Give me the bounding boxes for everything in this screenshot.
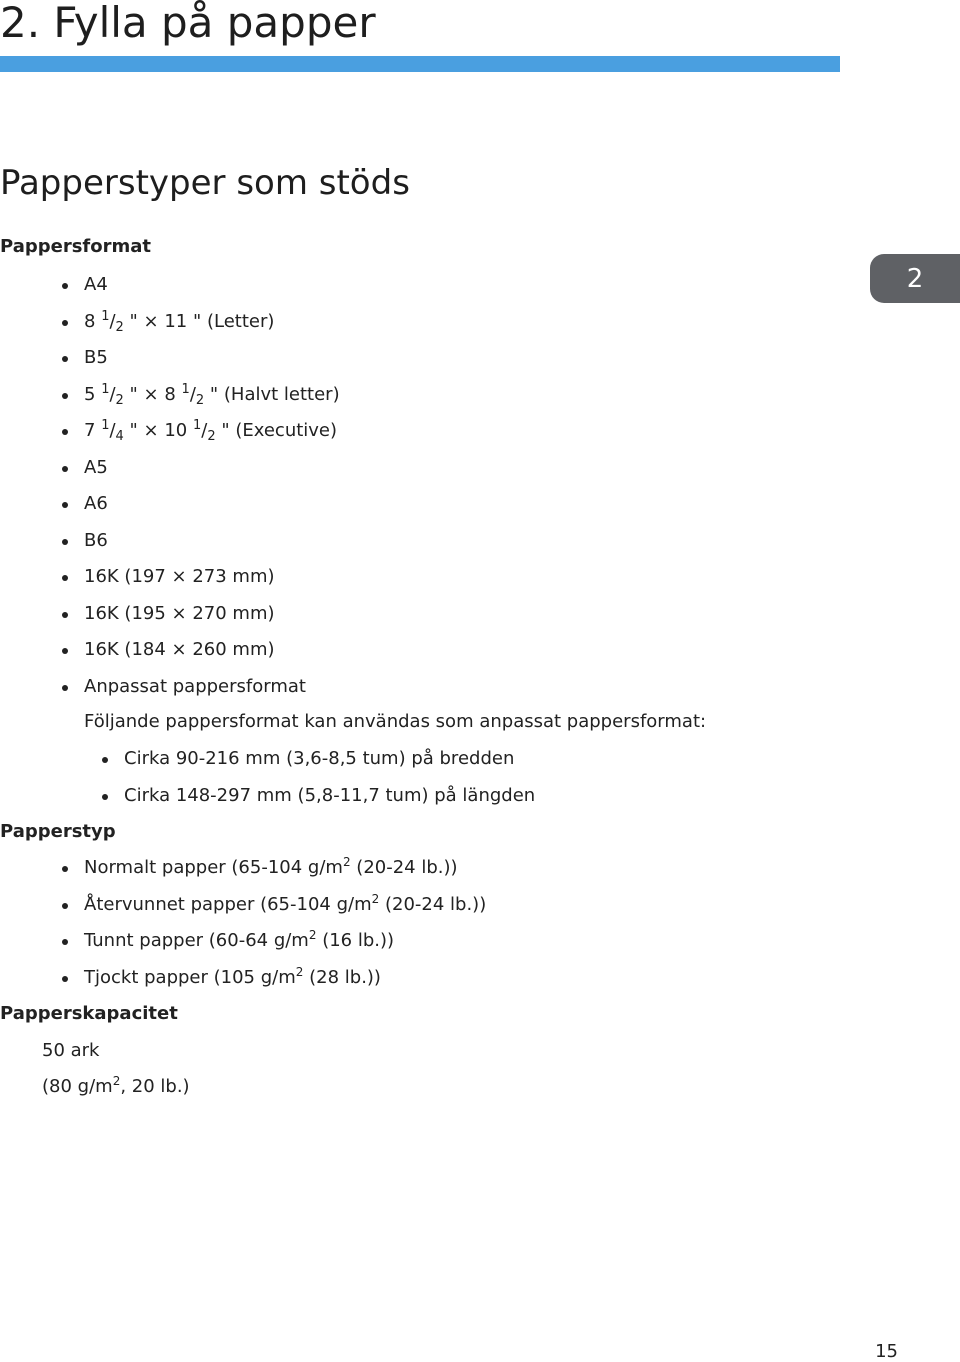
custom-size-item: Cirka 90-216 mm (3,6-8,5 tum) på bredden bbox=[124, 748, 515, 769]
bullet-icon bbox=[62, 612, 68, 618]
paper-type-item: Återvunnet papper (65-104 $g/m^2$ (20-24 lb.)) bbox=[84, 891, 487, 915]
paper-size-item: A6 bbox=[84, 493, 108, 514]
bullet-icon bbox=[62, 283, 68, 289]
bullet-icon bbox=[62, 356, 68, 362]
paper-size-item: A4 bbox=[84, 274, 108, 295]
paper-type-item: Normalt papper (65-104 $g/m^2$ (20-24 lb.)) bbox=[84, 855, 458, 878]
bullet-icon bbox=[62, 393, 68, 399]
bullet-icon bbox=[62, 648, 68, 654]
bullet-icon bbox=[62, 466, 68, 472]
bullet-icon bbox=[62, 866, 68, 872]
custom-size-note: Följande pappersformat kan användas som anpassat pappersformat: bbox=[84, 711, 707, 732]
paper-type-item: Tunnt papper (60-64 $g/m^2$ (16 lb.)) bbox=[84, 928, 395, 951]
paper-size-item: 7 $^1/_4$ " × 10 $^1/_2$ " (Executive) bbox=[84, 418, 338, 444]
bullet-icon bbox=[62, 903, 68, 909]
pappersformat-heading: Pappersformat bbox=[0, 236, 152, 257]
bullet-icon bbox=[62, 939, 68, 945]
capacity-weight: (80 $g/m^2$, 20 lb.) bbox=[42, 1074, 190, 1097]
paper-size-item: 5 $^1/_2$ " × 8 $^1/_2$ " (Halvt letter) bbox=[84, 381, 340, 408]
custom-size-item: Cirka 148-297 mm (5,8-11,7 tum) på längden bbox=[124, 784, 536, 806]
capacity-sheets: 50 ark bbox=[42, 1040, 100, 1061]
paper-size-item: A5 bbox=[84, 456, 108, 478]
paper-size-item: 8 $^1/_2$ " × 11 " (Letter) bbox=[84, 308, 275, 335]
chapter-tab-label: 2 bbox=[906, 263, 924, 294]
bullet-icon bbox=[62, 320, 68, 326]
chapter-tab bbox=[870, 254, 960, 303]
bullet-icon bbox=[62, 502, 68, 508]
section-title: Papperstyper som stöds bbox=[0, 163, 410, 203]
page-number: 15 bbox=[875, 1341, 898, 1362]
bullet-icon bbox=[62, 539, 68, 545]
bullet-icon bbox=[62, 575, 68, 581]
bullet-icon bbox=[62, 429, 68, 435]
bullet-icon bbox=[102, 757, 108, 763]
paper-size-item: B6 bbox=[84, 529, 108, 551]
chapter-title-bar bbox=[0, 56, 840, 72]
paper-type-item: Tjockt papper (105 $g/m^2$ (28 lb.)) bbox=[84, 964, 381, 988]
bullet-icon bbox=[62, 685, 68, 691]
paper-size-item: B5 bbox=[84, 347, 108, 368]
papperstyp-heading: Papperstyp bbox=[0, 821, 116, 842]
chapter-title: 2. Fylla på papper bbox=[0, 0, 376, 47]
bullet-icon bbox=[62, 976, 68, 982]
bullet-icon bbox=[102, 794, 108, 800]
paper-size-item: 16K (197 × 273 mm) bbox=[84, 566, 275, 587]
paper-size-item: Anpassat pappersformat bbox=[84, 675, 306, 697]
paper-size-item: 16K (195 × 270 mm) bbox=[84, 602, 275, 624]
papperskapacitet-heading: Papperskapacitet bbox=[0, 1003, 178, 1024]
paper-size-item: 16K (184 × 260 mm) bbox=[84, 639, 275, 660]
